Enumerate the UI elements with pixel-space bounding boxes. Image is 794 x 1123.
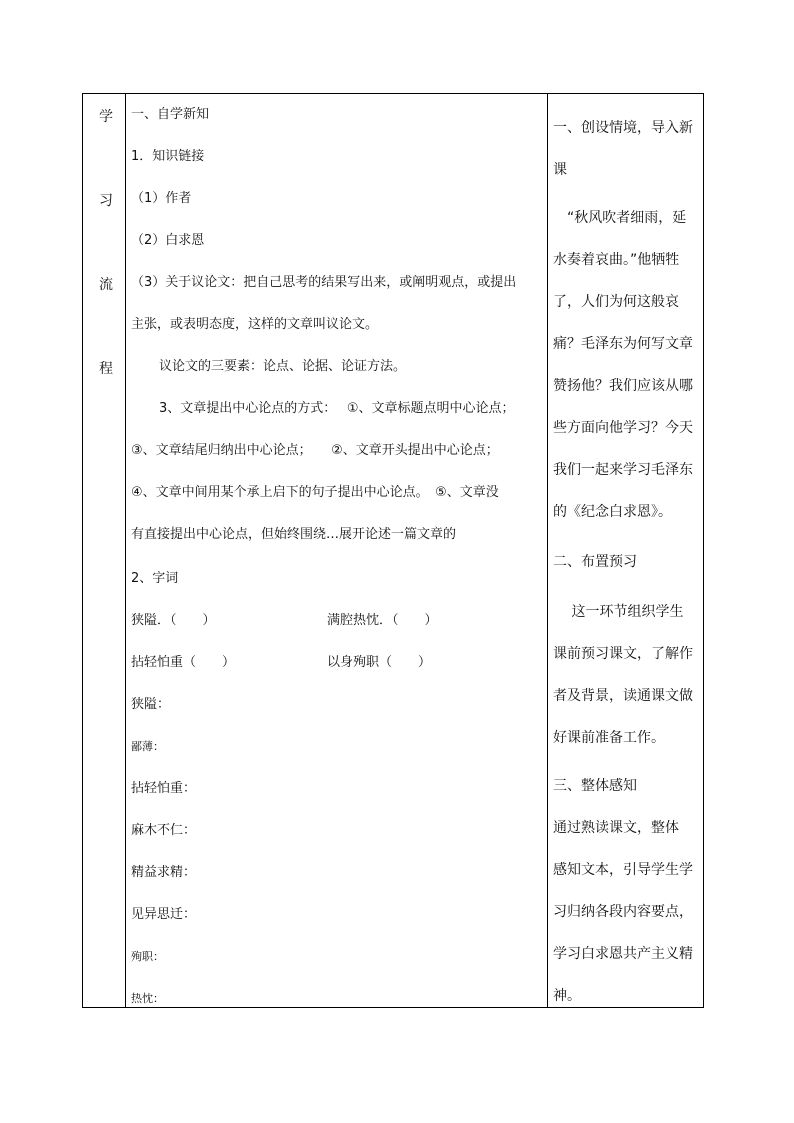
definition-item: 见异思迁： xyxy=(131,907,197,922)
side-label-char: 学 xyxy=(99,109,113,125)
flow-text: 了，人们为何这般哀 xyxy=(553,294,679,310)
flow-text: 课前预习课文，了解作 xyxy=(553,646,693,662)
flow-text: 学习白求恩共产主义精 xyxy=(553,946,693,962)
section-heading: 一、自学新知 xyxy=(131,107,210,122)
definition-item: 殉职： xyxy=(131,950,164,963)
flow-text: 的《纪念白求恩》。 xyxy=(553,504,672,520)
flow-text: 好课前准备工作。 xyxy=(553,730,665,746)
subsection-heading: 1．知识链接 xyxy=(131,149,205,164)
word-item: 满腔热忱．（ ） xyxy=(327,613,438,628)
definition-item: 拈轻怕重： xyxy=(131,781,197,796)
flow-heading: 三、整体感知 xyxy=(553,778,637,794)
flow-heading: 一、创设情境，导入新 xyxy=(553,120,693,136)
thesis-ways-line: ④、文章中间用某个承上启下的句子提出中心论点。 ⑤、文章没 xyxy=(131,485,499,500)
flow-text: 习归纳各段内容要点， xyxy=(553,904,693,920)
side-label-char: 习 xyxy=(99,193,113,209)
flow-text: 者及背景，读通课文做 xyxy=(553,688,693,704)
column-divider-right xyxy=(547,94,548,1007)
flow-text: 水奏着哀曲。”他牺牲 xyxy=(553,252,680,268)
thesis-ways-line: 3、文章提出中心论点的方式： ①、文章标题点明中心论点； xyxy=(159,401,515,416)
column-divider-left xyxy=(125,94,126,1007)
definition-item: 狭隘： xyxy=(131,697,171,712)
definition-item: 热忱： xyxy=(131,992,164,1005)
side-label-char: 程 xyxy=(99,361,113,377)
word-item: 狭隘．（ ） xyxy=(131,613,216,628)
definition-item: 麻木不仁： xyxy=(131,823,197,838)
item-argument-def: （3）关于议论文：把自己思考的结果写出来，或阐明观点，或提出 xyxy=(131,275,517,290)
lesson-table xyxy=(82,93,704,1008)
flow-heading: 二、布置预习 xyxy=(553,554,637,570)
flow-text: 这一环节组织学生 xyxy=(553,604,684,620)
flow-text: “秋风吹者细雨，延 xyxy=(553,210,687,226)
flow-text: 课 xyxy=(553,162,567,178)
definition-item: 精益求精： xyxy=(131,865,197,880)
argument-elements: 议论文的三要素：论点、论据、论证方法。 xyxy=(159,359,407,374)
item-argument-def-cont: 主张，或表明态度，这样的文章叫议论文。 xyxy=(131,317,379,332)
flow-text: 赞扬他？我们应该从哪 xyxy=(553,378,693,394)
thesis-ways-line: 有直接提出中心论点，但始终围绕…展开论述一篇文章的 xyxy=(131,527,457,542)
word-item: 以身殉职（ ） xyxy=(327,655,432,670)
flow-text: 些方面向他学习？今天 xyxy=(553,420,693,436)
flow-text: 通过熟读课文，整体 xyxy=(553,820,679,836)
flow-text: 痛？毛泽东为何写文章 xyxy=(553,336,693,352)
word-item: 拈轻怕重（ ） xyxy=(131,655,236,670)
item-author: （1）作者 xyxy=(131,191,192,206)
item-bethune: （2）白求恩 xyxy=(131,233,205,248)
definition-item: 鄙薄： xyxy=(131,740,164,753)
subsection-heading: 2、字词 xyxy=(131,571,179,586)
side-label-char: 流 xyxy=(99,277,113,293)
thesis-ways-line: ③、文章结尾归纳出中心论点； ②、文章开头提出中心论点； xyxy=(131,443,499,458)
flow-text: 神。 xyxy=(553,988,581,1004)
flow-text: 我们一起来学习毛泽东 xyxy=(553,462,693,478)
flow-text: 感知文本，引导学生学 xyxy=(553,862,693,878)
